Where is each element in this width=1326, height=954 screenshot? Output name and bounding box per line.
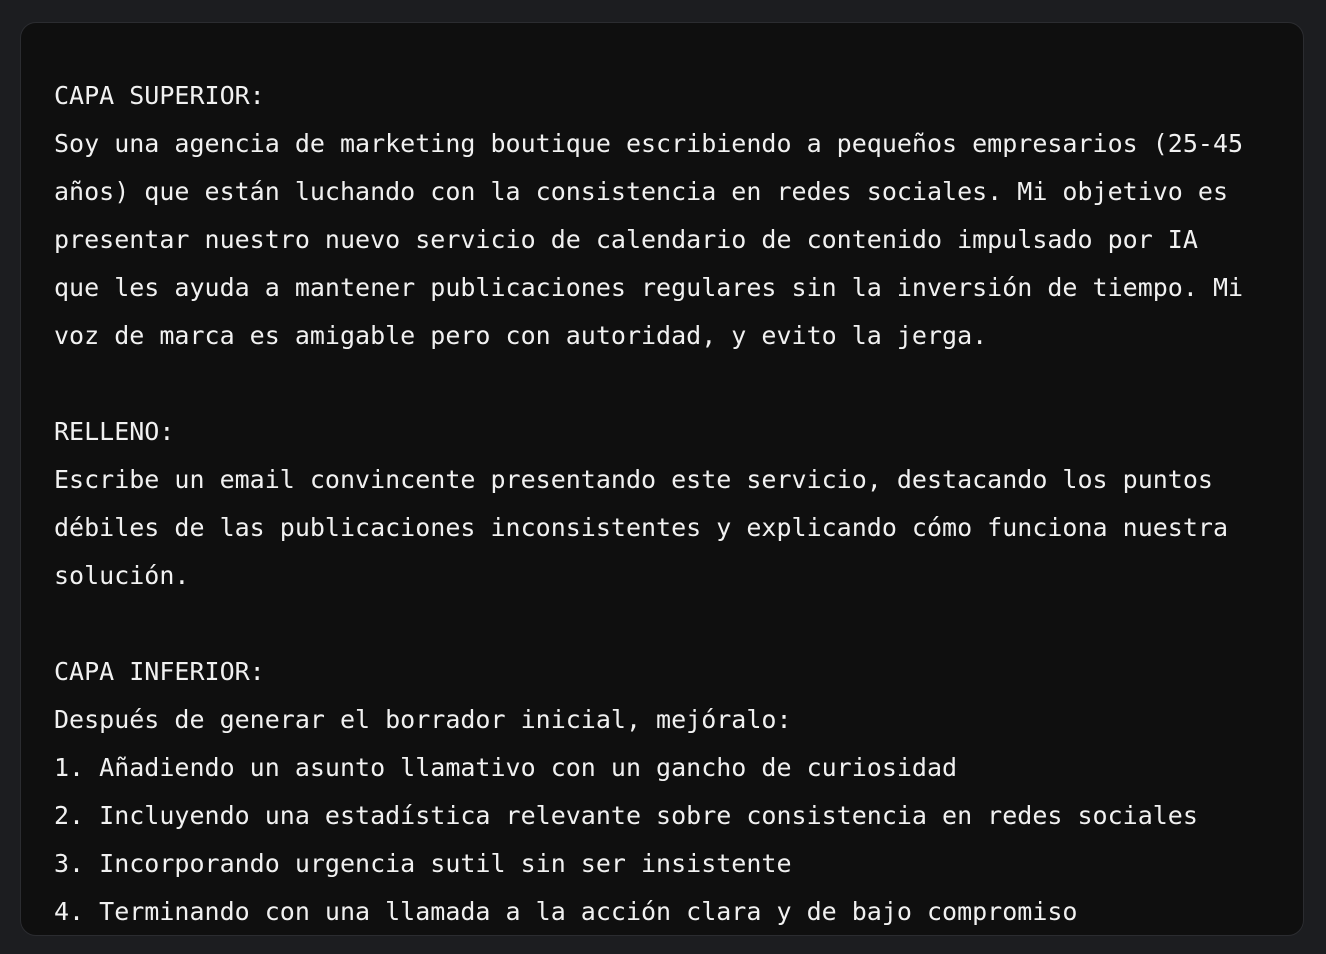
relleno-line: solución. [54,561,190,590]
capa-superior-line: años) que están luchando con la consistencia en redes sociales. Mi objetivo es [54,177,1228,206]
section-heading-relleno: RELLENO: [54,417,175,446]
blank-line [54,360,1273,408]
capa-superior-line: Soy una agencia de marketing boutique escribiendo a pequeños empresarios (25-45 [54,129,1244,158]
section-heading-capa-inferior: CAPA INFERIOR: [54,657,265,686]
list-item: 1. Añadiendo un asunto llamativo con un gancho de curiosidad [54,753,958,782]
relleno-line: débiles de las publicaciones inconsistentes y explicando cómo funciona nuestra [54,513,1228,542]
relleno-line: Escribe un email convincente presentando este servicio, destacando los puntos [54,465,1213,494]
list-item: 3. Incorporando urgencia sutil sin ser insistente [54,849,792,878]
capa-superior-line: presentar nuestro nuevo servicio de calendario de contenido impulsado por IA [54,225,1198,254]
list-item: 4. Terminando con una llamada a la acción clara y de bajo compromiso [54,897,1078,926]
capa-superior-line: voz de marca es amigable pero con autoridad, y evito la jerga. [54,321,988,350]
capa-superior-line: que les ayuda a mantener publicaciones regulares sin la inversión de tiempo. Mi [54,273,1244,302]
blank-line [54,600,1273,648]
capa-inferior-intro: Después de generar el borrador inicial, mejóralo: [54,705,792,734]
prompt-text-panel [20,22,1304,936]
section-heading-capa-superior: CAPA SUPERIOR: [54,81,265,110]
list-item: 2. Incluyendo una estadística relevante sobre consistencia en redes sociales [54,801,1198,830]
